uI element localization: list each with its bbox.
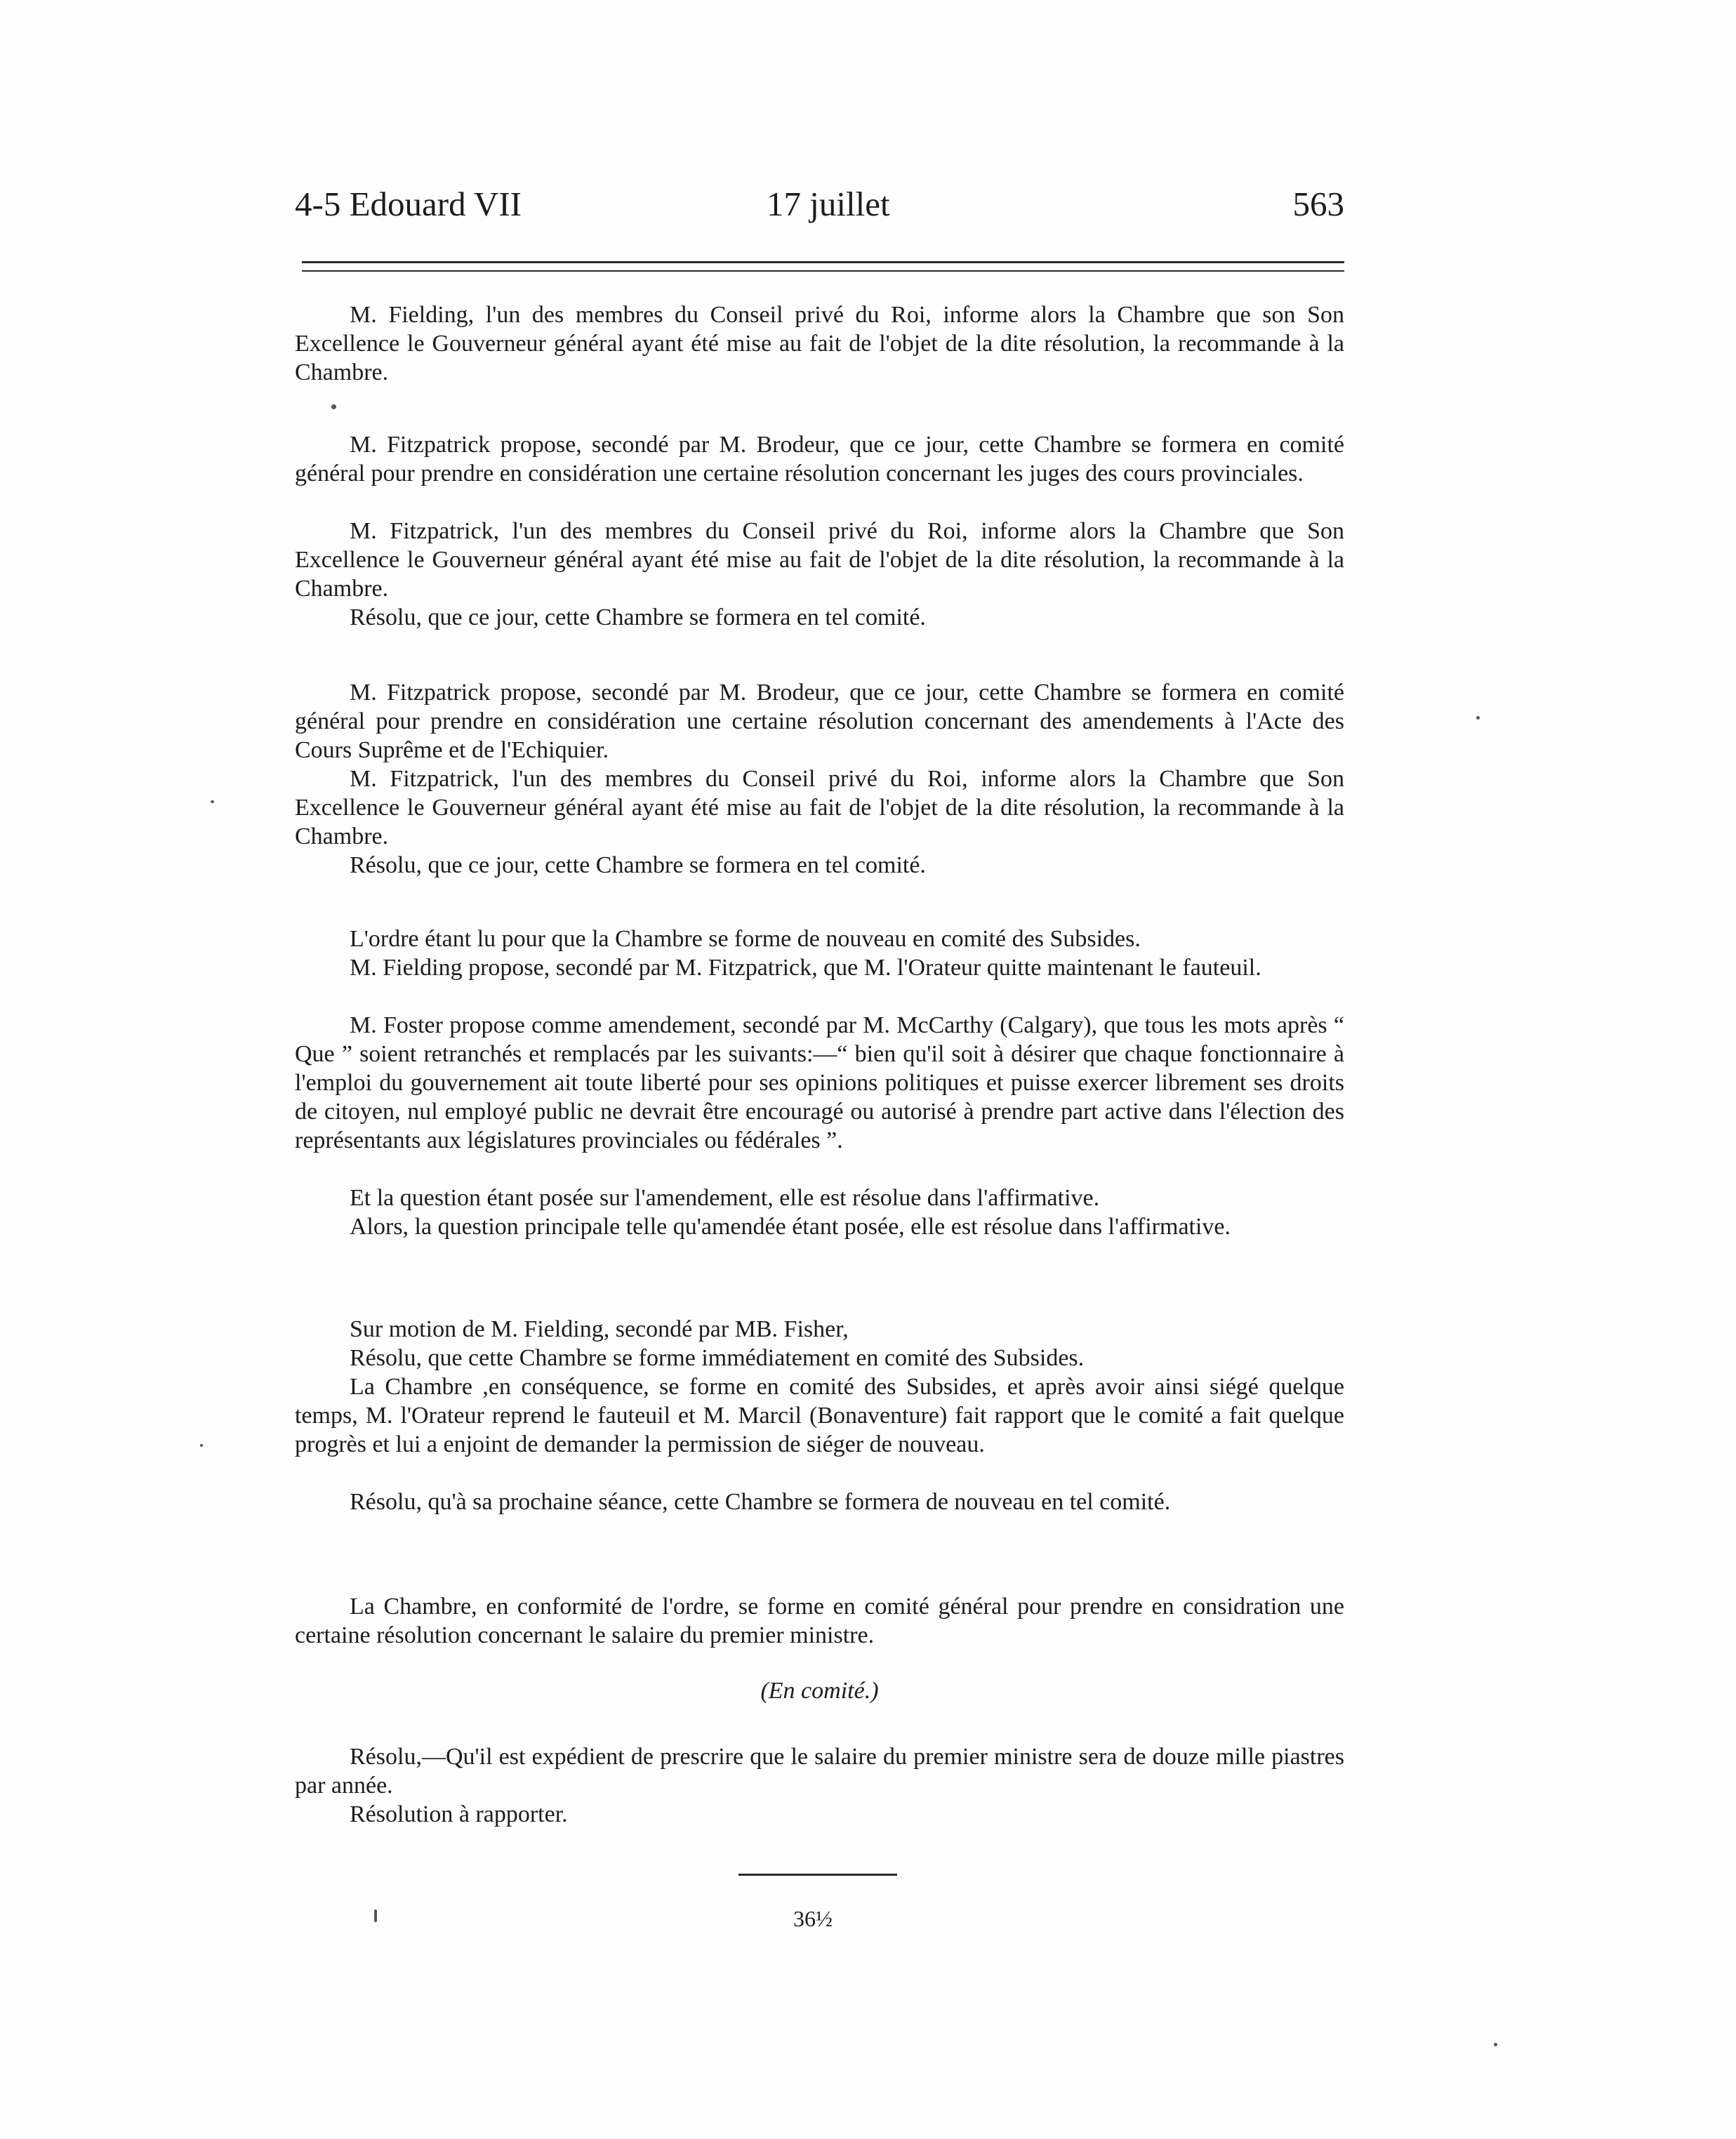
print-speck	[1476, 716, 1480, 720]
paragraph: M. Fitzpatrick, l'un des membres du Conseil privé du Roi, informe alors la Chambre que Son Excellence le Gouverneur général ayant été mise au fait de l'objet de la dite résolution, la recommande à la Chambre.	[295, 766, 1344, 849]
committee-heading: (En comité.)	[760, 1678, 879, 1704]
header-date: 17 juillet	[767, 185, 890, 223]
paragraph: M. Fitzpatrick propose, secondé par M. Brodeur, que ce jour, cette Chambre se formera en comité général pour prendre en considération une certaine résolution concernant des amendements à l'Acte des Cours Suprême et de l'Echiquier.	[295, 680, 1344, 763]
print-speck	[200, 1444, 203, 1447]
paragraph: Résolu,—Qu'il est expédient de prescrire que le salaire du premier ministre sera de douze mille piastres par année.	[295, 1744, 1344, 1799]
header-rule-bottom	[302, 270, 1344, 272]
print-speck	[1494, 2043, 1497, 2046]
paragraph: La Chambre ,en conséquence, se forme en comité des Subsides, et après avoir ainsi siégé quelque temps, M. l'Orateur reprend le fauteuil et M. Marcil (Bonaventure) fait rapport que le comité a fait quelque progrès et lui a enjoint de demander la permission de siéger de nouveau.	[295, 1374, 1344, 1457]
paragraph: Résolu, que ce jour, cette Chambre se formera en tel comité.	[350, 604, 926, 630]
paragraph: Résolu, qu'à sa prochaine séance, cette Chambre se formera de nouveau en tel comité.	[350, 1489, 1171, 1515]
paragraph: M. Fitzpatrick, l'un des membres du Conseil privé du Roi, informe alors la Chambre que Son Excellence le Gouverneur général ayant été mise au fait de l'objet de la dite résolution, la recommande à la Chambre.	[295, 518, 1344, 602]
paragraph: Résolu, que cette Chambre se forme immédiatement en comité des Subsides.	[350, 1345, 1085, 1371]
print-speck	[331, 404, 336, 409]
paragraph: Résolu, que ce jour, cette Chambre se formera en tel comité.	[350, 852, 926, 878]
paragraph: Résolution à rapporter.	[350, 1801, 568, 1827]
running-header	[295, 184, 1344, 240]
header-regnal-year: 4-5 Edouard VII	[295, 185, 522, 223]
paragraph: M. Fielding propose, secondé par M. Fitzpatrick, que M. l'Orateur quitte maintenant le fauteuil.	[350, 955, 1261, 981]
header-rule-top	[302, 261, 1344, 263]
signature-mark: 36½	[793, 1906, 833, 1931]
print-speck	[211, 800, 214, 803]
paragraph: L'ordre étant lu pour que la Chambre se forme de nouveau en comité des Subsides.	[350, 926, 1141, 952]
paragraph: M. Fielding, l'un des membres du Conseil privé du Roi, informe alors la Chambre que son Son Excellence le Gouverneur général ayant été mise au fait de l'objet de la dite résolution, la recommande à la Chambre.	[295, 302, 1344, 385]
paragraph: Alors, la question principale telle qu'amendée étant posée, elle est résolue dans l'affirmative.	[350, 1214, 1231, 1240]
paragraph: Et la question étant posée sur l'amendement, elle est résolue dans l'affirmative.	[350, 1185, 1100, 1211]
footer-rule	[738, 1874, 897, 1876]
paragraph: Sur motion de M. Fielding, secondé par MB. Fisher,	[350, 1316, 849, 1342]
paragraph: La Chambre, en conformité de l'ordre, se forme en comité général pour prendre en considration une certaine résolution concernant le salaire du premier ministre.	[295, 1594, 1344, 1648]
print-speck	[374, 1909, 377, 1922]
header-page-number: 563	[1292, 185, 1344, 223]
paragraph: M. Foster propose comme amendement, secondé par M. McCarthy (Calgary), que tous les mots après “ Que ” soient retranchés et remplacés par les suivants:—“ bien qu'il soit à désirer que chaque fonctionnaire à l'emploi du gouvernement ait toute liberté pour ses opinions politiques et puisse exercer librement ses droits de citoyen, nul employé public ne devrait être encouragé ou autorisé à prendre part active dans l'élection des représentants aux législatures provinciales ou fédérales ”.	[295, 1012, 1344, 1153]
paragraph: M. Fitzpatrick propose, secondé par M. Brodeur, que ce jour, cette Chambre se formera en comité général pour prendre en considération une certaine résolution concernant les juges des cours provinciales.	[295, 432, 1344, 486]
